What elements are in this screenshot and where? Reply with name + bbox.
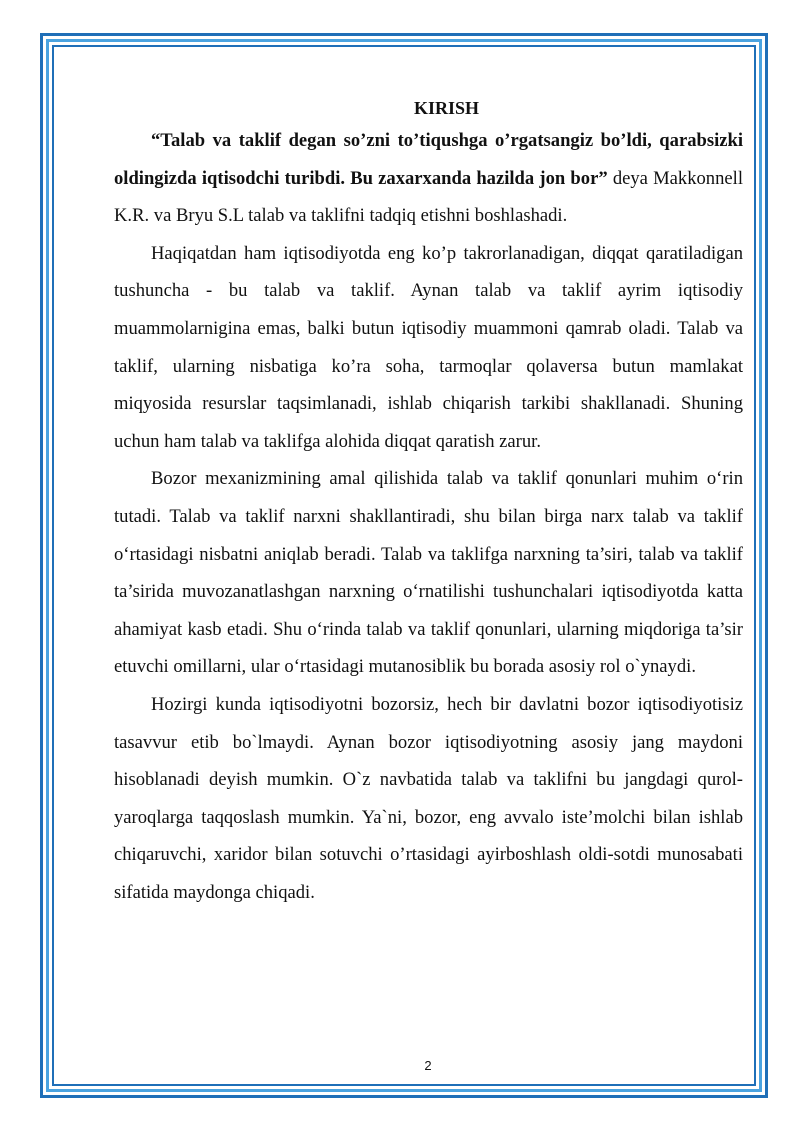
- paragraph-1: Haqiqatdan ham iqtisodiyotda eng ko’p takrorlanadigan, diqqat qaratiladigan tushuncha - bu talab va taklif. Aynan talab va taklif ayrim iqtisodiy muammolarnigina emas, balki butun iqtisodiy muammoni qamrab oladi. Talab va taklif, ularning nisbatiga ko’ra soha, tarmoqlar qolaversa butun mamlakat miqyosida resurslar taqsimlanadi, ishlab chiqarish tarkibi shakllanadi. Shuning uchun ham talab va taklifga alohida diqqat qaratish zarur.: [114, 242, 743, 452]
- intro-quote: “Talab va taklif degan so’zni to’tiqushga o’rgatsangiz bo’ldi, qarabsizki oldingizda iqtisodchi turibdi. Bu zaxarxanda hazilda jon bor”: [114, 130, 743, 189]
- intro-paragraph: [114, 122, 743, 235]
- paragraph-2: Bozor mexanizmining amal qilishida talab va taklif qonunlari muhim o‘rin tutadi. Talab va taklif narxni shakllantiradi, shu bilan birga narx talab va taklif o‘rtasidagi nisbatni aniqlab beradi. Talab va taklifga narxning ta’siri, talab va taklif ta’sirida muvozanatlashgan narxning o‘rnatilishi tushunchalari iqtisodiyotda katta ahamiyat kasb etadi. Shu o‘rinda talab va taklif qonunlari, ularning miqdoriga ta’sir etuvchi omillarni, ular o‘rtasidagi mutanosiblik bu borada asosiy rol o`ynaydi.: [114, 468, 743, 678]
- intro-rest: deya Makkonnell K.R. va Bryu S.L talab va taklifni tadqiq etishni boshlashadi.: [114, 167, 743, 227]
- page-content: [114, 96, 743, 911]
- paragraph-3: Hozirgi kunda iqtisodiyotni bozorsiz, hech bir davlatni bozor iqtisodiyotisiz tasavvur etib bo`lmaydi. Aynan bozor iqtisodiyotning asosiy jang maydoni hisoblanadi deyish mumkin. O`z navbatida talab va taklifni bu jangdagi qurol-yaroqlarga taqqoslash mumkin. Ya`ni, bozor, eng avvalo iste’molchi bilan ishlab chiqaruvchi, xaridor bilan sotuvchi o’rtasidagi ayirboshlash oldi-sotdi munosabati sifatida maydonga chiqadi.: [114, 693, 743, 903]
- page-number: 2: [424, 1058, 432, 1073]
- page-title: KIRISH: [413, 98, 480, 118]
